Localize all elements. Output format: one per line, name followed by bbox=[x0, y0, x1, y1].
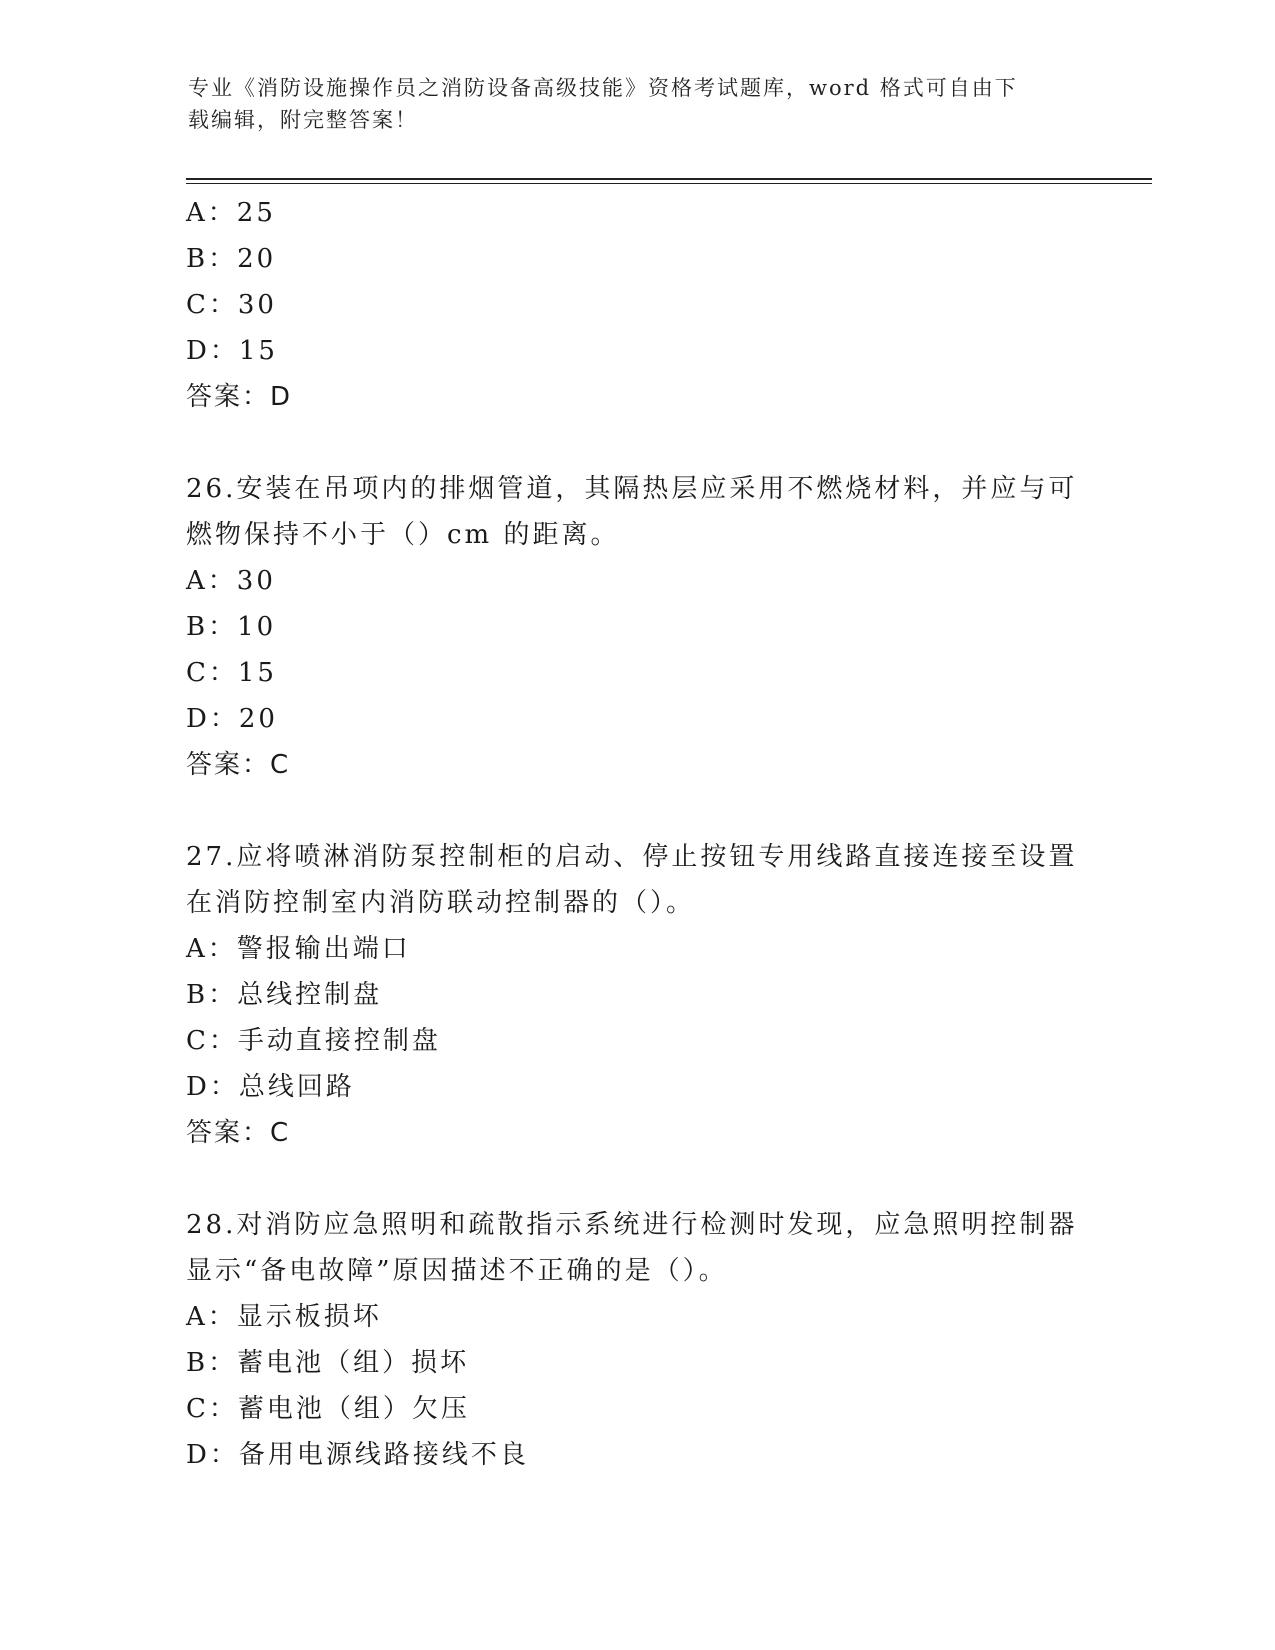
option-a: A：25 bbox=[186, 198, 276, 228]
header-line-1: 专业《消防设施操作员之消防设备高级技能》资格考试题库，word 格式可自由下 bbox=[188, 76, 1018, 100]
answer: 答案：D bbox=[186, 382, 293, 412]
question-25 bbox=[186, 190, 1086, 420]
question-text-line-2: 在消防控制室内消防联动控制器的（）。 bbox=[186, 888, 696, 918]
option-c: C：手动直接控制盘 bbox=[186, 1026, 441, 1056]
option-d: D：20 bbox=[186, 704, 278, 734]
question-text-line-1: 28.对消防应急照明和疏散指示系统进行检测时发现，应急照明控制器 bbox=[186, 1210, 1078, 1240]
option-c: C：蓄电池（组）欠压 bbox=[186, 1394, 470, 1424]
header-divider-thick bbox=[186, 178, 1152, 180]
option-b: B：蓄电池（组）损坏 bbox=[186, 1348, 470, 1378]
option-b: B：10 bbox=[186, 612, 277, 642]
answer: 答案：C bbox=[186, 1118, 291, 1148]
option-c: C：15 bbox=[186, 658, 277, 688]
option-b: B：20 bbox=[186, 244, 277, 274]
question-text-line-2: 显示“备电故障”原因描述不正确的是（）。 bbox=[186, 1256, 728, 1286]
answer: 答案：C bbox=[186, 750, 291, 780]
question-list bbox=[186, 190, 1086, 1478]
question-text-line-2: 燃物保持不小于（）cm 的距离。 bbox=[186, 520, 620, 550]
header-divider-thin bbox=[186, 183, 1152, 184]
question-27 bbox=[186, 834, 1086, 1156]
option-a: A：警报输出端口 bbox=[186, 934, 411, 964]
option-d: D：备用电源线路接线不良 bbox=[186, 1440, 529, 1470]
option-a: A：30 bbox=[186, 566, 276, 596]
option-b: B：总线控制盘 bbox=[186, 980, 383, 1010]
question-text-line-1: 27.应将喷淋消防泵控制柜的启动、停止按钮专用线路直接连接至设置 bbox=[186, 842, 1078, 872]
option-c: C：30 bbox=[186, 290, 277, 320]
header-line-2: 载编辑，附完整答案！ bbox=[188, 108, 418, 132]
question-28 bbox=[186, 1202, 1086, 1478]
option-d: D：总线回路 bbox=[186, 1072, 355, 1102]
page-header bbox=[188, 72, 1068, 136]
option-a: A：显示板损坏 bbox=[186, 1302, 382, 1332]
option-d: D：15 bbox=[186, 336, 278, 366]
question-26 bbox=[186, 466, 1086, 788]
question-text-line-1: 26.安装在吊项内的排烟管道，其隔热层应采用不燃烧材料，并应与可 bbox=[186, 474, 1078, 504]
